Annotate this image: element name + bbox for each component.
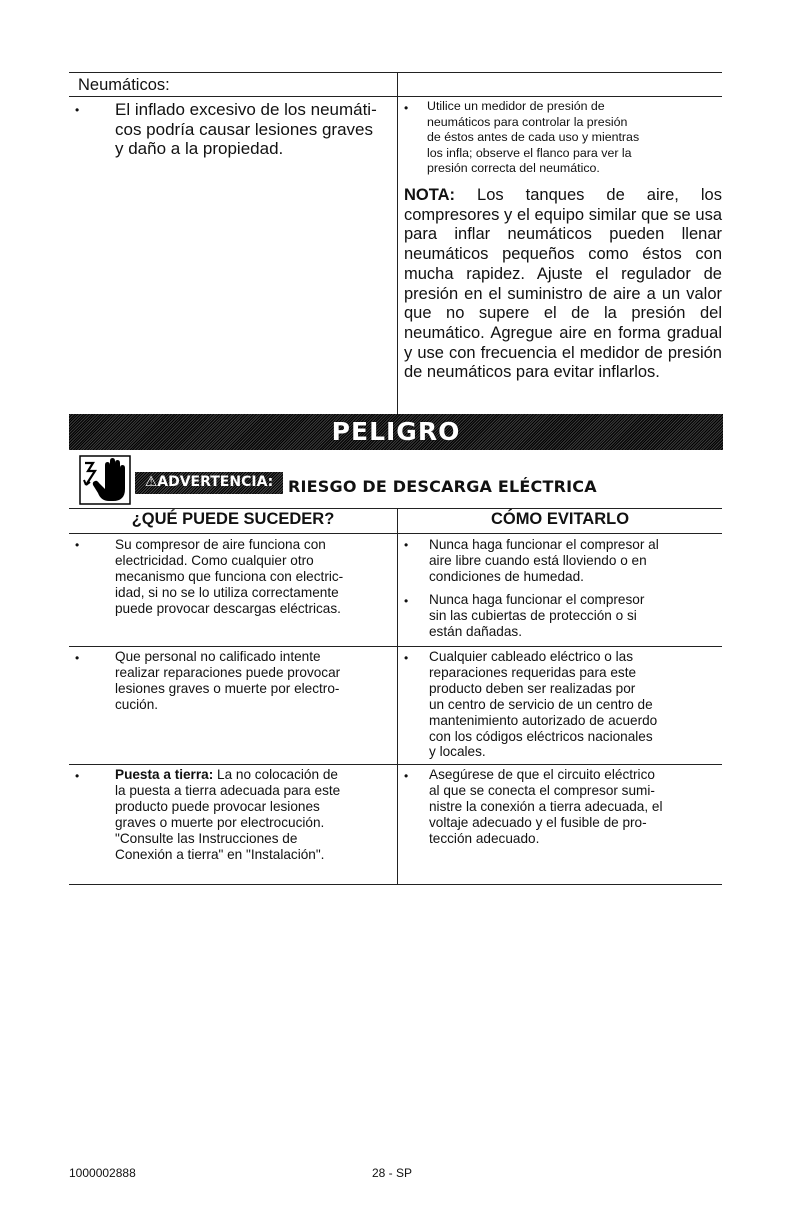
bullet-icon: • xyxy=(404,538,409,552)
table-column-divider xyxy=(397,509,398,884)
row2-how-text: Cualquier cableado eléctrico o las reparaciones requeridas para este producto deben ser realizadas por un centro de servicio de un centro de mantenimiento autorizado de acuerdo con los códigos eléctricos nacionales y locales. xyxy=(429,649,658,760)
grounding-label: Puesta a tierra: xyxy=(115,767,214,782)
bullet-icon: • xyxy=(404,594,409,608)
row1-rule xyxy=(69,646,722,647)
danger-banner xyxy=(69,414,723,450)
note-label: NOTA: xyxy=(404,186,456,204)
document-number: 1000002888 xyxy=(69,1166,136,1180)
bullet-icon: • xyxy=(75,103,80,117)
bullet-icon: • xyxy=(404,769,409,783)
tires-note xyxy=(404,186,722,383)
table-header-rule xyxy=(69,533,722,534)
note-text: Los tanques de aire, los compresores y el equipo similar que se usa para inflar neumáticos pueden llenar neumáticos pequeños como éstos con mucha rapidez. Ajuste el regulador de presión en el suministro de aire a un valor que no supere el de la presión del neumático. Agregue aire en forma gradual y use con frecuencia el medidor de presión de neumáticos para evitar inflarlos. xyxy=(404,186,722,382)
row3-how-text: Asegúrese de que el circuito eléctrico al que se conecta el compresor sumi- nistre la conexión a tierra adecuada, el voltaje adecuado y el fusible de pro- tección adecuado. xyxy=(429,767,663,846)
bullet-icon: • xyxy=(75,769,80,783)
table-top-rule xyxy=(69,508,722,509)
electric-shock-icon xyxy=(79,455,131,505)
grounding-text: La no colocación de la puesta a tierra adecuada para este producto puede provocar lesiones graves o muerte por electrocución. "Consulte las Instrucciones de Conexión a tierra" en "Instalación". xyxy=(115,767,341,862)
tires-heading-rule xyxy=(69,96,722,97)
row1-how-text-2: Nunca haga funcionar el compresor sin las cubiertas de protección o si están dañadas. xyxy=(429,592,645,639)
column-header-how: CÓMO EVITARLO xyxy=(490,510,630,528)
row2-rule xyxy=(69,764,722,765)
tires-hazard-text: El inflado excesivo de los neumáti- cos podría causar lesiones graves y daño a la propiedad. xyxy=(115,100,377,158)
table-bottom-rule xyxy=(69,884,722,885)
tires-heading: Neumáticos: xyxy=(78,76,170,94)
row2-what-text: Que personal no calificado intente realizar reparaciones puede provocar lesiones graves o muerte por electro- cución. xyxy=(115,649,341,712)
tires-column-divider xyxy=(397,73,398,414)
hazard-title: RIESGO DE DESCARGA ELÉCTRICA xyxy=(288,477,597,496)
row3-what-text xyxy=(115,767,397,862)
column-header-what: ¿QUÉ PUEDE SUCEDER? xyxy=(131,510,335,528)
top-rule xyxy=(69,72,722,73)
warning-badge-label: ⚠ADVERTENCIA: xyxy=(144,474,274,490)
row1-how-text-1: Nunca haga funcionar el compresor al aire libre cuando está lloviendo o en condiciones de humedad. xyxy=(429,537,659,584)
danger-label: PELIGRO xyxy=(331,417,461,446)
page-number: 28 - SP xyxy=(372,1166,413,1180)
tires-avoid-text: Utilice un medidor de presión de neumáticos para controlar la presión de éstos antes de cada uso y mientras los infla; observe el flanco para ver la presión correcta del neumático. xyxy=(427,99,640,176)
bullet-icon: • xyxy=(75,651,80,665)
bullet-icon: • xyxy=(404,101,409,115)
bullet-icon: • xyxy=(404,651,409,665)
warning-badge xyxy=(135,472,283,494)
row1-what-text: Su compresor de aire funciona con electricidad. Como cualquier otro mecanismo que funciona con electric- idad, si no se lo utiliza correctamente puede provocar descargas eléctricas. xyxy=(115,537,344,616)
bullet-icon: • xyxy=(75,538,80,552)
